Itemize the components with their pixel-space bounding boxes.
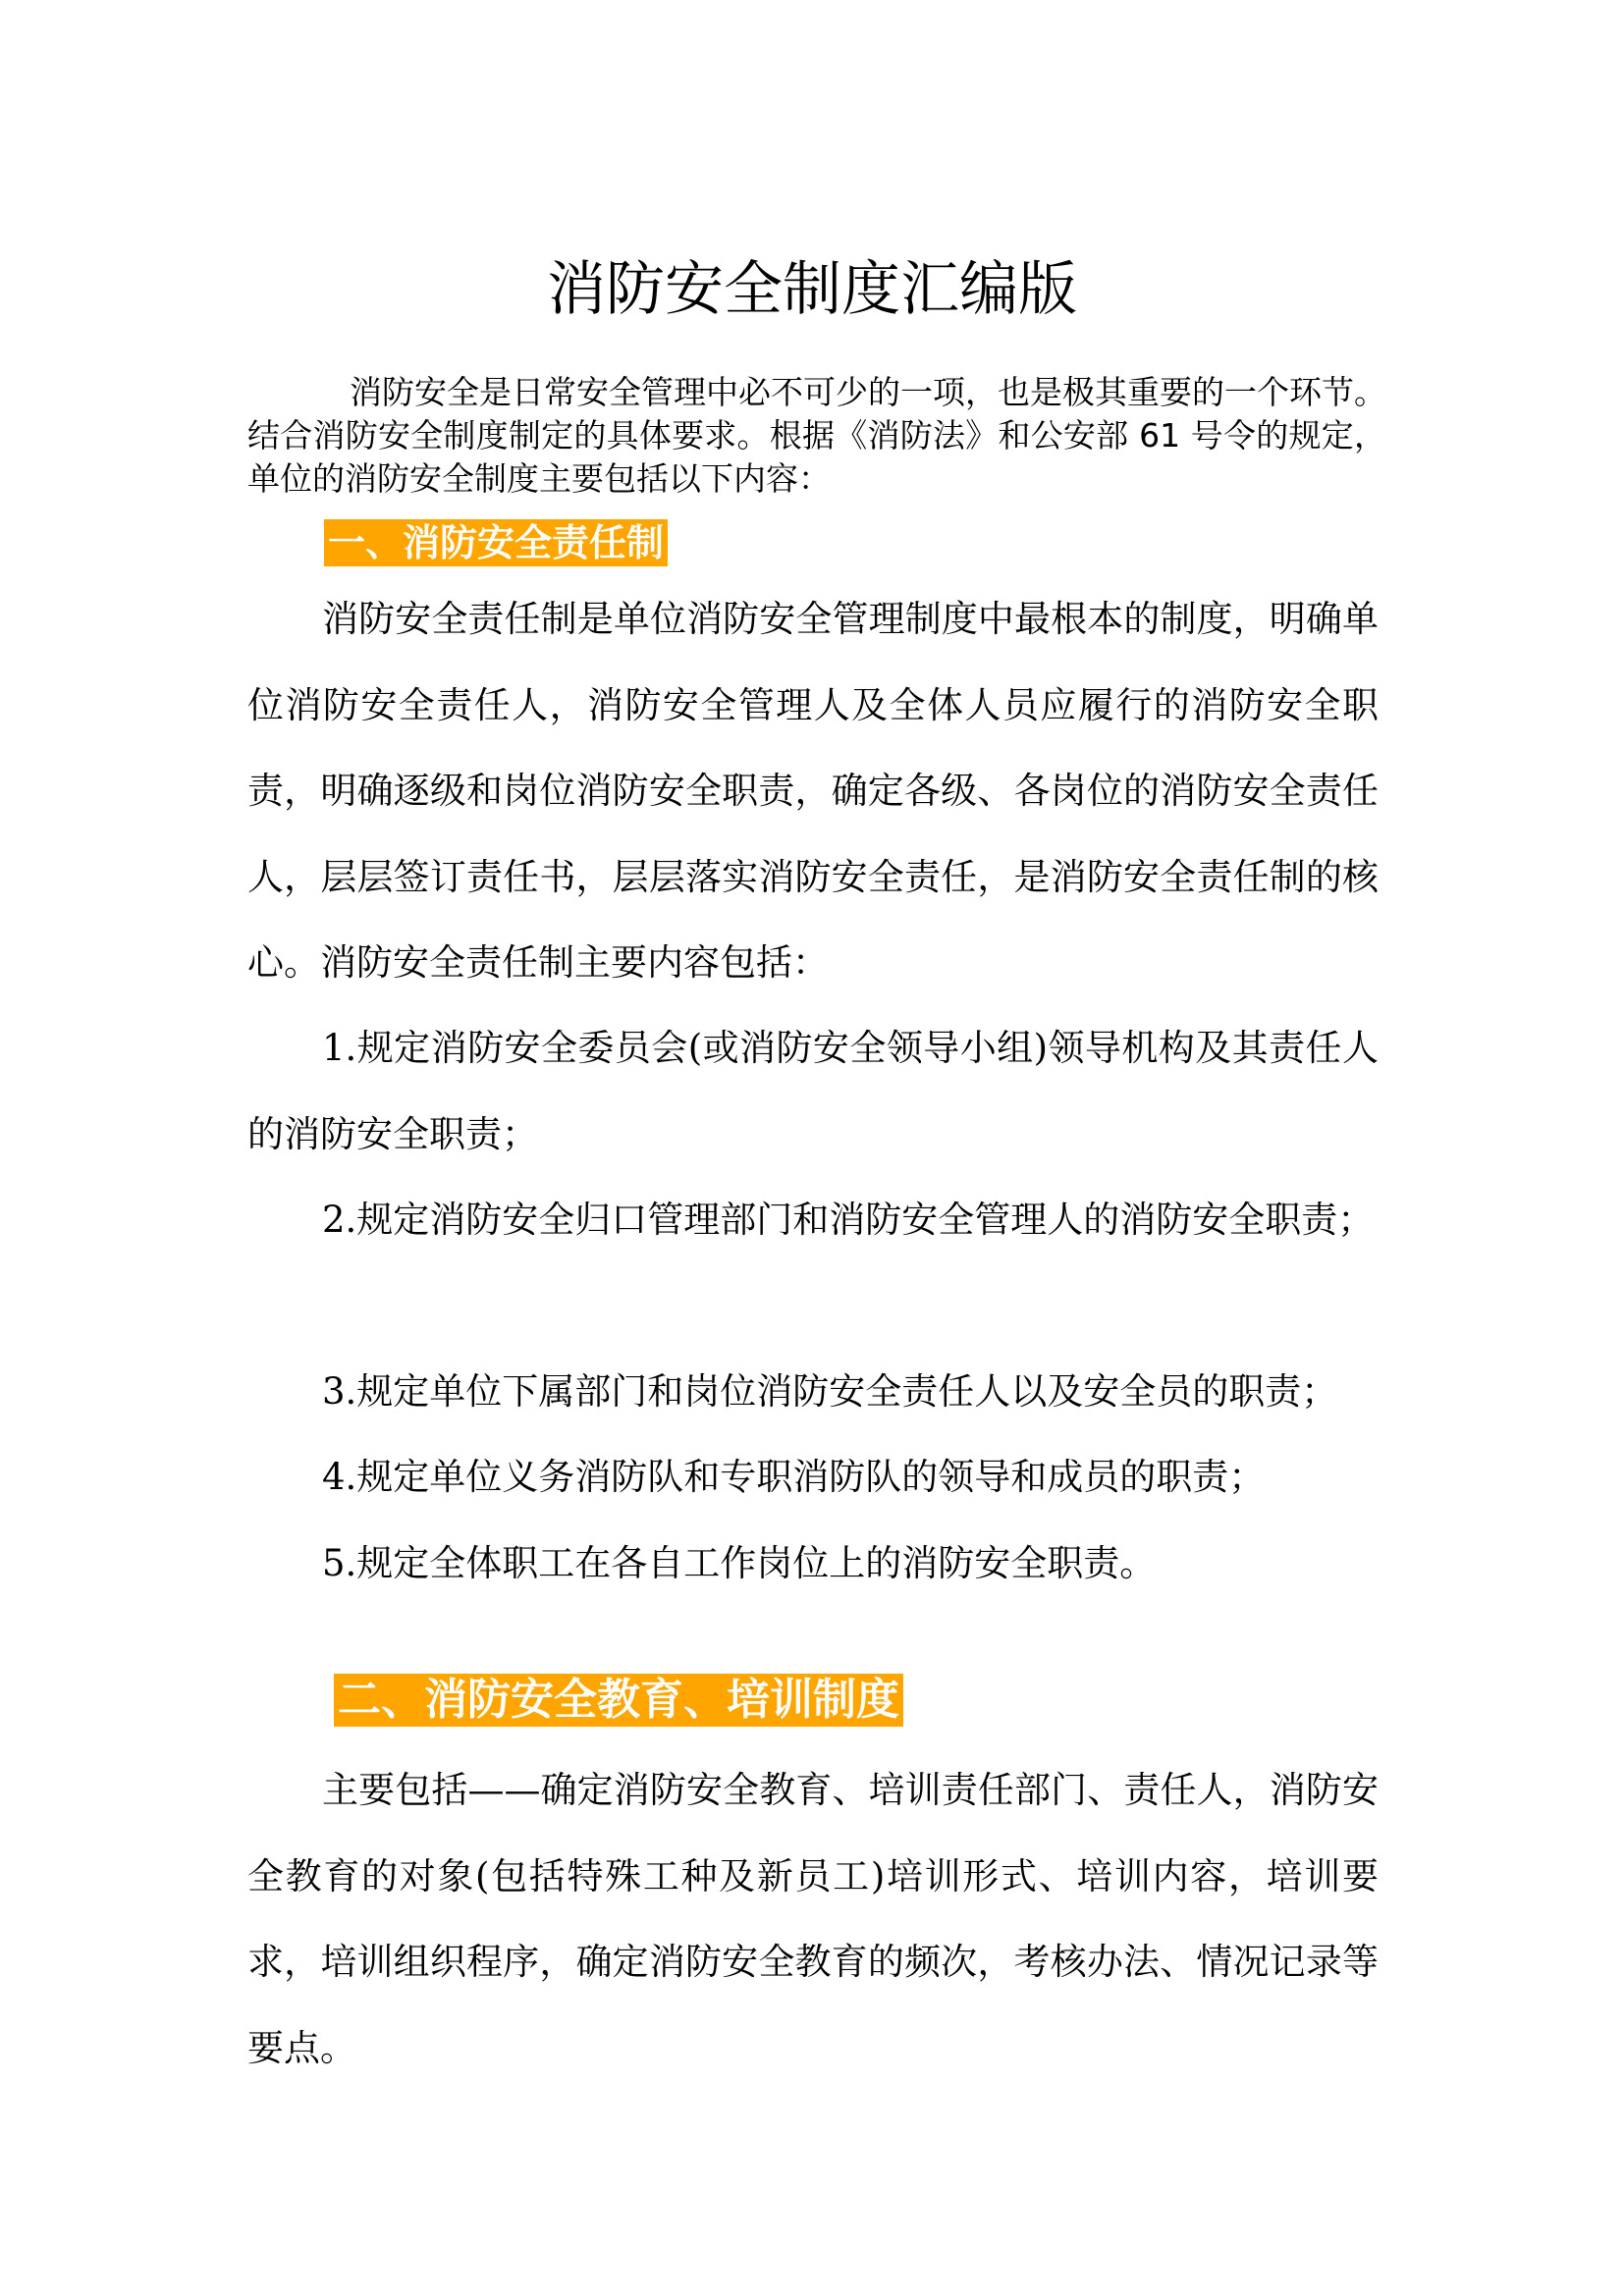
section-1-heading: 一、消防安全责任制 [324,519,668,566]
section-1-item-5: 5.规定全体职工在各自工作岗位上的消防安全职责。 [322,1542,1157,1584]
section-1-item-4: 4.规定单位义务消防队和专职消防队的领导和成员的职责； [322,1456,1266,1498]
section-2-paragraph: 主要包括——确定消防安全教育、培训责任部门、责任人，消防安全教育的对象(包括特殊工种及新员工)培训形式、培训内容，培训要求，培训组织程序，确定消防安全教育的频次，考核办法、情况记录等要点。 [247,1769,1379,2069]
section-1-item-1: 1.规定消防安全委员会(或消防安全领导小组)领导机构及其责任人的消防安全职责； [247,1027,1379,1155]
section-1-item-3: 3.规定单位下属部门和岗位消防安全责任人以及安全员的职责； [322,1370,1338,1413]
section-2-heading: 二、消防安全教育、培训制度 [334,1674,903,1727]
section-1-item-2: 2.规定消防安全归口管理部门和消防安全管理人的消防安全职责； [322,1199,1375,1241]
section-1-paragraph: 消防安全责任制是单位消防安全管理制度中最根本的制度，明确单位消防安全责任人，消防安全管理人及全体人员应履行的消防安全职责，明确逐级和岗位消防安全职责，确定各级、各岗位的消防安全责任人，层层签订责任书，层层落实消防安全责任，是消防安全责任制的核心。消防安全责任制主要内容包括： [247,598,1379,984]
document-title: 消防安全制度汇编版 [547,255,1077,325]
intro-paragraph: 消防安全是日常安全管理中必不可少的一项，也是极其重要的一个环节。结合消防安全制度制定的具体要求。根据《消防法》和公安部 61 号令的规定，单位的消防安全制度主要包括以下内容： [247,373,1386,498]
